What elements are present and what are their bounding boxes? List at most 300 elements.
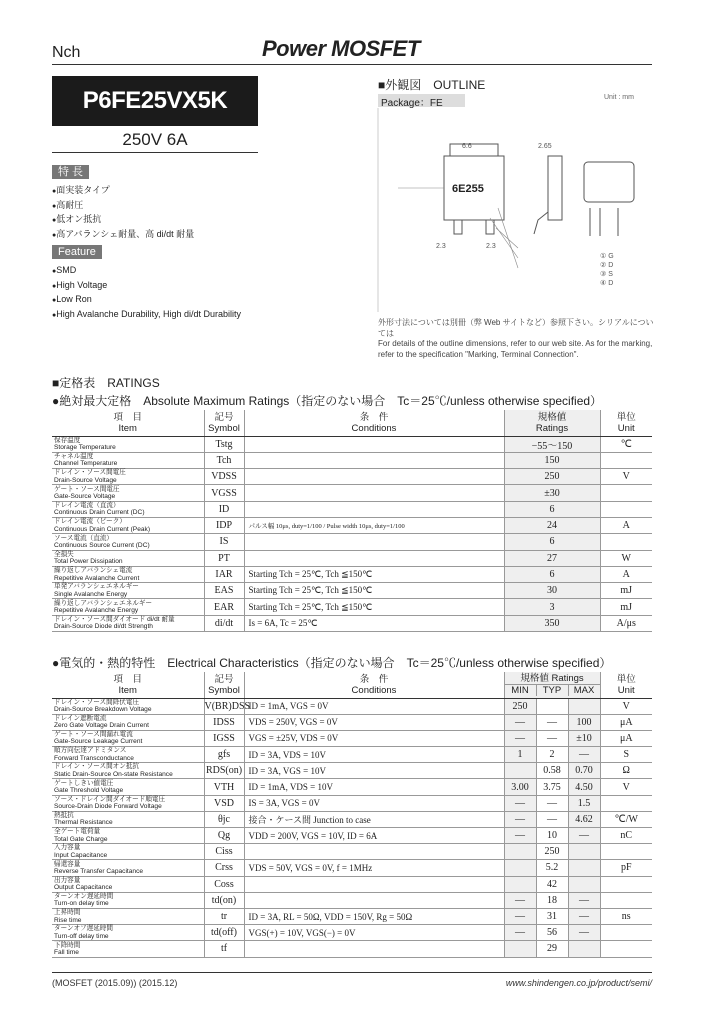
symbol-cell: IAR (204, 566, 244, 582)
condition-cell: パルス幅 10μs, duty=1/100 / Pulse width 10μs, duty=1/100 (244, 517, 504, 533)
min-cell (504, 844, 536, 860)
typ-cell (536, 698, 568, 714)
table-row (52, 925, 652, 941)
item-en: Output Capacitance (54, 884, 113, 892)
item-jp: 帰還容量 (54, 860, 81, 868)
condition-cell (244, 436, 504, 452)
symbol-cell: tr (204, 908, 244, 924)
item-jp: ターンオフ遅延時間 (54, 925, 114, 933)
item-en: Drain-Source Breakdown Voltage (54, 706, 152, 714)
item-cell (52, 763, 204, 779)
min-cell (504, 763, 536, 779)
max-cell: — (568, 892, 600, 908)
item-jp: ターンオン遅延時間 (54, 892, 114, 900)
symbol-cell: tf (204, 941, 244, 957)
item-jp: 全損失 (54, 550, 74, 558)
item-en: Thermal Resistance (54, 819, 113, 827)
item-cell (52, 876, 204, 892)
list-item: ● 高耐圧 (52, 199, 194, 214)
item-cell (52, 811, 204, 827)
svg-text:① G: ① G (600, 253, 614, 260)
typ-cell: — (536, 714, 568, 730)
table-row (52, 779, 652, 795)
symbol-cell: di/dt (204, 615, 244, 631)
table-row (52, 517, 652, 533)
table-row (52, 763, 652, 779)
part-number: P6FE25VX5K (52, 76, 258, 126)
unit-cell: ℃ (600, 436, 652, 452)
condition-cell (244, 485, 504, 501)
svg-text:2.3: 2.3 (436, 243, 446, 250)
unit-cell (600, 485, 652, 501)
item-jp: ドレイン電流（直流） (54, 501, 120, 509)
item-en: Input Capacitance (54, 851, 108, 859)
outline-drawing (378, 108, 654, 312)
table-row (52, 469, 652, 485)
max-cell (568, 844, 600, 860)
list-item: ● High Voltage (52, 279, 241, 294)
item-en: Repetitive Avalanche Energy (54, 607, 139, 615)
item-jp: チャネル温度 (54, 453, 94, 461)
rating-cell: 6 (504, 566, 600, 582)
unit-cell: V (600, 469, 652, 485)
item-jp: ドレイン・ソース間ダイオード di/dt 耐量 (54, 616, 175, 623)
symbol-cell: IDSS (204, 714, 244, 730)
symbol-cell: VSD (204, 795, 244, 811)
unit-cell: V (600, 779, 652, 795)
typ-cell: — (536, 811, 568, 827)
item-jp: 上昇時間 (54, 909, 81, 917)
unit-cell: ns (600, 908, 652, 924)
table-row (52, 892, 652, 908)
item-en: Drain-Source Voltage (54, 476, 117, 484)
rating-cell: 24 (504, 517, 600, 533)
unit-cell: mJ (600, 599, 652, 615)
outline-unit: Unit : mm (604, 94, 634, 101)
item-jp: 出力容量 (54, 876, 81, 884)
footer-rule (52, 972, 652, 973)
unit-cell: Ω (600, 763, 652, 779)
item-cell (52, 566, 204, 582)
table-row (52, 501, 652, 517)
table-row (52, 485, 652, 501)
max-cell: 1.5 (568, 795, 600, 811)
unit-cell: V (600, 698, 652, 714)
symbol-cell: EAR (204, 599, 244, 615)
item-jp: 単発アバランシェエネルギー (54, 583, 139, 591)
package-side-view (548, 156, 562, 220)
condition-cell (244, 892, 504, 908)
item-en: Source-Drain Diode Forward Voltage (54, 803, 162, 811)
symbol-cell: Ciss (204, 844, 244, 860)
abs-max-table (52, 410, 652, 632)
min-cell: — (504, 925, 536, 941)
rating-cell: 6 (504, 534, 600, 550)
outline-heading: ■外観図 OUTLINE (378, 78, 486, 92)
table-row (52, 795, 652, 811)
condition-cell: ID = 3A, VDS = 10V (244, 747, 504, 763)
min-cell: 3.00 (504, 779, 536, 795)
typ-cell: 10 (536, 828, 568, 844)
item-jp: ソース・ドレイン間ダイオード順電圧 (54, 795, 166, 803)
item-cell (52, 828, 204, 844)
symbol-cell: td(on) (204, 892, 244, 908)
symbol-cell: Crss (204, 860, 244, 876)
elec-heading: ●電気的・熱的特性 Electrical Characteristics（指定のない場合 Tc＝25℃/unless otherwise specified） (52, 656, 612, 670)
table-row (52, 941, 652, 957)
unit-cell: A/μs (600, 615, 652, 631)
rating-rule (52, 152, 258, 153)
item-cell (52, 860, 204, 876)
symbol-cell: Tch (204, 452, 244, 468)
page-title: Power MOSFET (262, 36, 420, 61)
symbol-cell: ID (204, 501, 244, 517)
min-cell: — (504, 892, 536, 908)
condition-cell (244, 550, 504, 566)
unit-cell (600, 925, 652, 941)
typ-cell: 29 (536, 941, 568, 957)
rating-cell: −55〜150 (504, 436, 600, 452)
condition-cell (244, 941, 504, 957)
item-jp: ゲートしきい値電圧 (54, 779, 114, 787)
max-cell: — (568, 925, 600, 941)
condition-cell (244, 501, 504, 517)
svg-text:6.6: 6.6 (462, 143, 472, 150)
unit-cell (600, 876, 652, 892)
channel-type: Nch (52, 44, 81, 61)
item-en: Turn-off delay time (54, 932, 109, 940)
unit-cell: A (600, 517, 652, 533)
item-en: Gate Threshold Voltage (54, 787, 124, 795)
rating-cell: 27 (504, 550, 600, 566)
unit-cell: ℃/W (600, 811, 652, 827)
item-en: Storage Temperature (54, 444, 116, 452)
table-row (52, 599, 652, 615)
condition-cell: ID = 3A, RL = 50Ω, VDD = 150V, Rg = 50Ω (244, 908, 504, 924)
symbol-cell: VGSS (204, 485, 244, 501)
table-row (52, 452, 652, 468)
unit-cell (600, 844, 652, 860)
max-cell: — (568, 908, 600, 924)
item-en: Fall time (54, 948, 79, 956)
abs-max-heading: ●絶対最大定格 Absolute Maximum Ratings（指定のない場合 Tc＝25℃/unless otherwise specified） (52, 394, 603, 408)
svg-text:② D: ② D (600, 262, 614, 269)
symbol-view (584, 162, 634, 202)
unit-cell (600, 452, 652, 468)
table-row (52, 860, 652, 876)
svg-text:2.65: 2.65 (538, 143, 552, 150)
condition-cell: VDD = 200V, VGS = 10V, ID = 6A (244, 828, 504, 844)
item-en: Channel Temperature (54, 460, 118, 468)
min-cell (504, 860, 536, 876)
list-item: ● 高アバランシェ耐量、高 di/dt 耐量 (52, 228, 194, 243)
header-rule (52, 64, 652, 65)
item-cell (52, 698, 204, 714)
max-cell: ±10 (568, 730, 600, 746)
item-cell (52, 908, 204, 924)
table-row (52, 876, 652, 892)
unit-cell: A (600, 566, 652, 582)
item-en: Reverse Transfer Capacitance (54, 867, 144, 875)
item-cell (52, 795, 204, 811)
rating-cell: 350 (504, 615, 600, 631)
marking-text: 6E255 (452, 183, 484, 195)
table-row (52, 811, 652, 827)
symbol-cell: Tstg (204, 436, 244, 452)
symbol-cell: V(BR)DSS (204, 698, 244, 714)
ratings-heading: ■定格表 RATINGS (52, 376, 160, 390)
features-en-label: Feature (52, 245, 102, 259)
package-label: Package：FE (378, 94, 465, 107)
item-jp: ゲート・ソース間電圧 (54, 485, 120, 493)
item-en: Continuous Source Current (DC) (54, 541, 150, 549)
item-en: Forward Transconductance (54, 754, 134, 762)
elec-table (52, 672, 652, 958)
symbol-cell: PT (204, 550, 244, 566)
condition-cell: Starting Tch = 25℃, Tch ≦150℃ (244, 599, 504, 615)
item-jp: 下降時間 (54, 941, 81, 949)
condition-cell (244, 452, 504, 468)
max-cell: 100 (568, 714, 600, 730)
typ-cell: 18 (536, 892, 568, 908)
max-cell: 4.50 (568, 779, 600, 795)
item-cell (52, 599, 204, 615)
symbol-cell: EAS (204, 583, 244, 599)
typ-cell: 3.75 (536, 779, 568, 795)
item-cell (52, 436, 204, 452)
table-row (52, 566, 652, 582)
item-cell (52, 485, 204, 501)
elec-header: 項 目 Item 記号 Symbol 条 件 Conditions 規格値 Ratings MIN TYP MAX 単位 Unit (52, 672, 652, 698)
condition-cell: VGS(+) = 10V, VGS(−) = 0V (244, 925, 504, 941)
condition-cell: Starting Tch = 25℃, Tch ≦150℃ (244, 583, 504, 599)
item-en: Continuous Drain Current (Peak) (54, 525, 151, 533)
condition-cell: ID = 3A, VGS = 10V (244, 763, 504, 779)
outline-note-en: For details of the outline dimensions, refer to our web site. As for the marking, refer to the specification "Marking, Terminal Connection". (378, 339, 653, 359)
symbol-cell: Coss (204, 876, 244, 892)
table-row (52, 714, 652, 730)
item-cell (52, 844, 204, 860)
max-cell (568, 860, 600, 876)
min-cell: 250 (504, 698, 536, 714)
list-item: ● Low Ron (52, 293, 241, 308)
table-row (52, 844, 652, 860)
item-en: Continuous Drain Current (DC) (54, 509, 145, 517)
item-cell (52, 779, 204, 795)
item-jp: ドレイン遮断電流 (54, 714, 107, 722)
table-row (52, 583, 652, 599)
rating-summary: 250V 6A (122, 130, 188, 149)
item-en: Static Drain-Source On-state Resistance (54, 770, 173, 778)
item-en: Repetitive Avalanche Current (54, 574, 140, 582)
item-cell (52, 534, 204, 550)
item-cell (52, 941, 204, 957)
max-cell: 4.62 (568, 811, 600, 827)
min-cell (504, 941, 536, 957)
item-en: Single Avalanche Energy (54, 590, 128, 598)
item-en: Gate-Source Leakage Current (54, 738, 143, 746)
rating-cell: 150 (504, 452, 600, 468)
item-cell (52, 730, 204, 746)
condition-cell (244, 469, 504, 485)
min-cell: — (504, 730, 536, 746)
condition-cell: Is = 6A, Tc = 25℃ (244, 615, 504, 631)
unit-cell (600, 941, 652, 957)
item-jp: ドレイン・ソース間電圧 (54, 469, 126, 477)
item-cell (52, 615, 204, 631)
min-cell: 1 (504, 747, 536, 763)
typ-cell: — (536, 730, 568, 746)
item-cell (52, 469, 204, 485)
symbol-cell: IDP (204, 517, 244, 533)
table-row (52, 698, 652, 714)
item-jp: 全ゲート電荷量 (54, 828, 101, 836)
unit-cell: μA (600, 714, 652, 730)
unit-cell: W (600, 550, 652, 566)
features-jp-section (52, 162, 194, 242)
list-item: ● High Avalanche Durability, High di/dt Durability (52, 308, 241, 323)
unit-cell: μA (600, 730, 652, 746)
max-cell (568, 876, 600, 892)
footer-date: (MOSFET (2015.09)) (2015.12) (52, 978, 178, 988)
max-cell (568, 941, 600, 957)
max-cell (568, 698, 600, 714)
svg-text:③ S: ③ S (600, 271, 613, 278)
svg-text:④ D: ④ D (600, 280, 614, 287)
condition-cell: Starting Tch = 25℃, Tch ≦150℃ (244, 566, 504, 582)
symbol-cell: VTH (204, 779, 244, 795)
symbol-cell: gfs (204, 747, 244, 763)
item-cell (52, 747, 204, 763)
list-item: ● 面実装タイプ (52, 184, 194, 199)
item-cell (52, 501, 204, 517)
typ-cell: 0.58 (536, 763, 568, 779)
item-jp: 繰り返しアバランシェ電流 (54, 567, 133, 575)
condition-cell: ID = 1mA, VDS = 10V (244, 779, 504, 795)
min-cell: — (504, 714, 536, 730)
item-cell (52, 925, 204, 941)
item-jp: ドレイン・ソース間オン抵抗 (54, 763, 140, 771)
item-cell (52, 892, 204, 908)
table-row (52, 550, 652, 566)
table-row (52, 730, 652, 746)
symbol-cell: IS (204, 534, 244, 550)
rating-cell: 250 (504, 469, 600, 485)
typ-cell: 42 (536, 876, 568, 892)
list-item: ● 低オン抵抗 (52, 213, 194, 228)
item-en: Total Power Dissipation (54, 558, 123, 566)
condition-cell: 接合・ケース間 Junction to case (244, 811, 504, 827)
unit-cell: nC (600, 828, 652, 844)
condition-cell (244, 534, 504, 550)
item-en: Turn-on delay time (54, 900, 109, 908)
unit-cell: mJ (600, 583, 652, 599)
abs-max-header: 項 目 Item 記号 Symbol 条 件 Conditions 規格値 Ratings 単位 Unit (52, 410, 652, 436)
max-cell: — (568, 747, 600, 763)
unit-cell: S (600, 747, 652, 763)
item-en: Total Gate Charge (54, 835, 108, 843)
symbol-cell: td(off) (204, 925, 244, 941)
typ-cell: — (536, 795, 568, 811)
item-cell (52, 452, 204, 468)
item-cell (52, 517, 204, 533)
rating-cell: 30 (504, 583, 600, 599)
features-en-section (52, 242, 241, 322)
table-row (52, 828, 652, 844)
max-cell: 0.70 (568, 763, 600, 779)
typ-cell: 31 (536, 908, 568, 924)
item-jp: 入力容量 (54, 844, 81, 852)
symbol-cell: RDS(on) (204, 763, 244, 779)
condition-cell: VGS = ±25V, VDS = 0V (244, 730, 504, 746)
list-item: ● SMD (52, 264, 241, 279)
item-en: Drain-Source Diode di/dt Strength (54, 623, 153, 631)
condition-cell: VDS = 50V, VGS = 0V, f = 1MHz (244, 860, 504, 876)
rating-cell: 3 (504, 599, 600, 615)
table-row (52, 908, 652, 924)
item-jp: ドレイン・ソース間降伏電圧 (54, 698, 140, 706)
rating-cell: 6 (504, 501, 600, 517)
item-jp: 順方向伝達アドミタンス (54, 747, 127, 755)
condition-cell (244, 844, 504, 860)
unit-cell (600, 534, 652, 550)
typ-cell: 2 (536, 747, 568, 763)
symbol-cell: VDSS (204, 469, 244, 485)
footer-url[interactable]: www.shindengen.co.jp/product/semi/ (505, 978, 652, 988)
unit-cell (600, 795, 652, 811)
item-en: Gate-Source Voltage (54, 493, 116, 501)
symbol-cell: Qg (204, 828, 244, 844)
item-en: Rise time (54, 916, 82, 924)
condition-cell (244, 876, 504, 892)
item-cell (52, 714, 204, 730)
unit-cell: pF (600, 860, 652, 876)
table-row (52, 747, 652, 763)
typ-cell: 56 (536, 925, 568, 941)
item-jp: ソース電流（直流） (54, 534, 114, 542)
features-jp-label: 特 長 (52, 165, 89, 179)
table-row (52, 534, 652, 550)
item-jp: 熱抵抗 (54, 812, 74, 819)
condition-cell: VDS = 250V, VGS = 0V (244, 714, 504, 730)
rating-cell: ±30 (504, 485, 600, 501)
min-cell (504, 876, 536, 892)
symbol-cell: IGSS (204, 730, 244, 746)
table-row (52, 436, 652, 452)
symbol-cell: θjc (204, 811, 244, 827)
condition-cell: ID = 1mA, VGS = 0V (244, 698, 504, 714)
min-cell: — (504, 908, 536, 924)
typ-cell: 5.2 (536, 860, 568, 876)
item-cell (52, 583, 204, 599)
min-cell: — (504, 795, 536, 811)
outline-note (378, 318, 654, 360)
item-jp: ドレイン電流（ピーク） (54, 518, 126, 526)
item-jp: 保存温度 (54, 436, 81, 444)
outline-note-jp: 外形寸法については別冊（弊 Web サイトなど）参照下さい。シリアルについては (378, 318, 654, 338)
item-en: Zero Gate Voltage Drain Current (54, 722, 149, 730)
item-cell (52, 550, 204, 566)
features-en-list (52, 264, 241, 322)
unit-cell (600, 501, 652, 517)
max-cell: — (568, 828, 600, 844)
condition-cell: IS = 3A, VGS = 0V (244, 795, 504, 811)
min-cell: — (504, 811, 536, 827)
item-jp: ゲート・ソース間漏れ電流 (54, 731, 133, 739)
unit-cell (600, 892, 652, 908)
typ-cell: 250 (536, 844, 568, 860)
item-jp: 繰り返しアバランシェエネルギー (54, 599, 153, 607)
